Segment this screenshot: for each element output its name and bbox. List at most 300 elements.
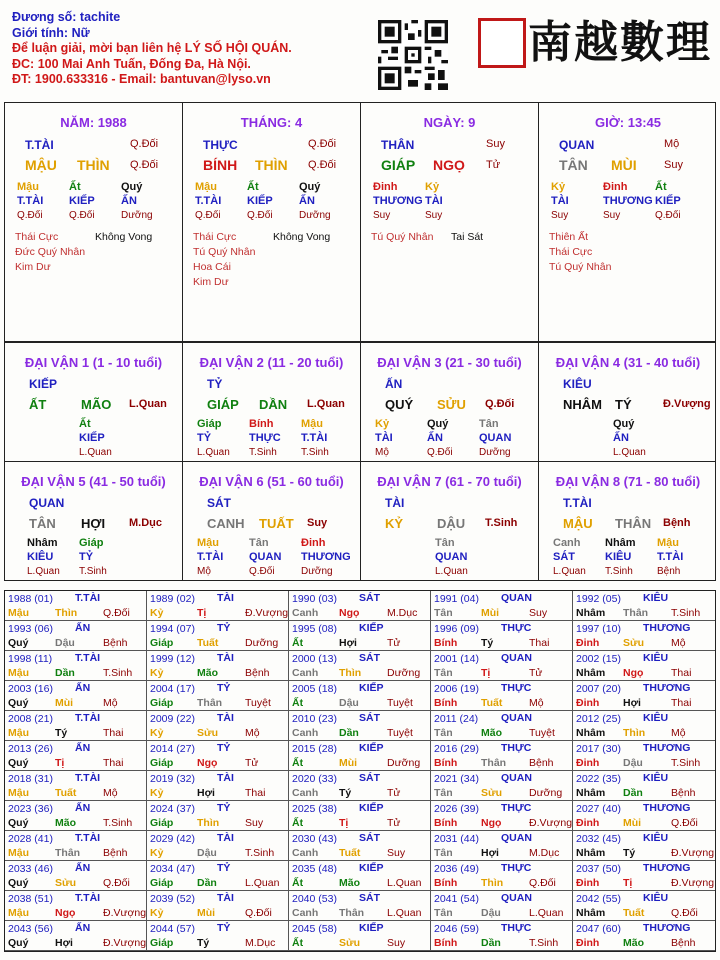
year-label: 1999 (12) <box>150 653 195 665</box>
hidden-state: Dưỡng <box>121 210 153 221</box>
dai-van-hidden-god: TỶ <box>79 551 94 563</box>
year-cell <box>573 921 715 951</box>
year-god: THỰC <box>501 742 532 754</box>
year-branch: Mão <box>55 817 76 829</box>
year-branch: Thân <box>339 907 365 919</box>
year-label: 2039 (52) <box>150 893 195 905</box>
year-label: 1989 (02) <box>150 593 195 605</box>
year-state: M.Dục <box>529 847 560 859</box>
hidden-state: Dưỡng <box>299 210 331 221</box>
year-stem: Đinh <box>576 637 600 649</box>
dai-van-state: Bệnh <box>663 517 691 529</box>
year-god: THƯƠNG <box>643 742 691 754</box>
pillar-branch-state: Q.Đối <box>130 159 159 171</box>
pillar-top-state: Q.Đối <box>308 138 337 150</box>
dai-van-title: ĐẠI VẬN 1 (1 - 10 tuổi) <box>24 355 163 370</box>
year-stem: Ất <box>292 697 304 709</box>
year-state: Mộ <box>529 697 544 709</box>
dai-van-hidden: Đinh <box>301 537 326 549</box>
year-god: ẤN <box>75 802 91 814</box>
dai-van-hidden-state: Q.Đối <box>249 566 275 577</box>
year-stem: Tân <box>434 607 453 619</box>
year-cell <box>289 681 431 711</box>
hidden-stem: Ất <box>69 181 81 193</box>
year-state: Đ.Vượng <box>671 847 715 859</box>
hidden-state: Q.Đối <box>17 210 43 221</box>
dai-van-hidden: Kỷ <box>375 418 390 430</box>
year-branch: Hợi <box>55 937 73 949</box>
dai-van-hidden: Mậu <box>197 537 219 549</box>
dai-van-god: TÀI <box>385 496 405 510</box>
year-label: 1988 (01) <box>8 593 53 605</box>
hidden-state: Suy <box>551 210 569 221</box>
dai-van-hidden-state: T.Sinh <box>605 566 633 577</box>
pillar-god: THÂN <box>381 138 415 152</box>
year-label: 2038 (51) <box>8 893 53 905</box>
year-row <box>5 651 715 681</box>
year-cell <box>147 741 289 771</box>
year-state: Thai <box>103 757 124 769</box>
year-cell <box>5 711 147 741</box>
year-stem: Giáp <box>150 757 174 769</box>
hidden-god: KIẾP <box>69 195 95 207</box>
year-cell <box>431 741 573 771</box>
year-label: 2004 (17) <box>150 683 195 695</box>
year-label: 1990 (03) <box>292 593 337 605</box>
year-stem: Giáp <box>150 877 174 889</box>
year-cell <box>289 861 431 891</box>
year-god: QUAN <box>501 652 532 664</box>
dai-van-hidden-state: Dưỡng <box>479 447 511 458</box>
year-branch: Mão <box>339 877 360 889</box>
year-stem: Nhâm <box>576 907 606 919</box>
year-cell <box>5 831 147 861</box>
dai-van-hidden: Tân <box>249 537 269 549</box>
year-god: KIẾP <box>359 922 384 934</box>
pillar-god: QUAN <box>559 138 595 152</box>
year-branch: Tuất <box>339 847 361 859</box>
year-stem: Tân <box>434 847 453 859</box>
pillar-top-state: Q.Đối <box>130 138 159 150</box>
year-cell <box>147 591 289 621</box>
year-branch: Tuất <box>55 787 77 799</box>
year-cell <box>147 891 289 921</box>
pillar-stem: TÂN <box>559 157 588 173</box>
year-god: SÁT <box>359 712 380 724</box>
year-state: L.Quan <box>387 877 422 889</box>
year-god: QUAN <box>501 892 532 904</box>
year-cell <box>147 861 289 891</box>
year-label: 2001 (14) <box>434 653 479 665</box>
year-stem: Đinh <box>576 817 600 829</box>
year-label: 2019 (32) <box>150 773 195 785</box>
dai-van-hidden: Tân <box>479 418 499 430</box>
year-cell <box>147 681 289 711</box>
dai-van-2 <box>183 343 361 461</box>
year-branch: Tuất <box>623 907 645 919</box>
year-state: Mộ <box>671 727 686 739</box>
year-label: 1997 (10) <box>576 623 621 635</box>
year-stem: Bính <box>434 637 458 649</box>
year-stem: Ất <box>292 817 304 829</box>
year-label: 2006 (19) <box>434 683 479 695</box>
hidden-god: T.TÀI <box>195 195 222 207</box>
pillar-branch: MÙI <box>611 157 637 173</box>
year-cell <box>289 771 431 801</box>
year-god: TỶ <box>217 862 231 874</box>
dai-van-branch: TÝ <box>615 397 632 412</box>
year-god: KIẾP <box>359 862 384 874</box>
year-cell <box>573 651 715 681</box>
year-stem: Đinh <box>576 757 600 769</box>
year-state: Đ.Vượng <box>671 877 715 889</box>
year-state: Mộ <box>103 697 118 709</box>
dai-van-hidden-god: KIẾP <box>79 432 105 444</box>
year-branch: Sửu <box>55 877 77 889</box>
year-state: Bệnh <box>671 937 696 949</box>
dai-van-stem: NHÂM <box>563 397 602 412</box>
year-label: 2046 (59) <box>434 923 479 935</box>
year-god: THƯƠNG <box>643 862 691 874</box>
dai-van-branch: DẬU <box>437 516 466 531</box>
star-label: Thái Cực <box>193 231 237 243</box>
year-state: Tuyệt <box>529 727 555 739</box>
year-state: Q.Đối <box>103 607 130 619</box>
year-stem: Quý <box>8 757 29 769</box>
year-god: ẤN <box>75 862 91 874</box>
dai-van-state: L.Quan <box>307 398 345 410</box>
year-branch: Tị <box>197 607 207 619</box>
hidden-stem: Kỷ <box>425 181 440 193</box>
hidden-state: Q.Đối <box>247 210 273 221</box>
pillar-top-state: Suy <box>486 138 505 150</box>
hidden-stem: Quý <box>299 181 321 193</box>
contact-line: Để luận giải, mời bạn liên hệ LÝ SỐ HỘI QUÁN. <box>12 41 292 55</box>
pillar-top-state: Mộ <box>664 138 680 150</box>
year-branch: Ngọ <box>55 907 76 919</box>
pillar-title: NĂM: 1988 <box>60 115 127 130</box>
year-branch: Dậu <box>481 907 501 919</box>
year-stem: Giáp <box>150 697 174 709</box>
pillar-2 <box>361 103 539 341</box>
dai-van-hidden-god: KIÊU <box>27 551 54 563</box>
year-god: TÀI <box>217 832 234 844</box>
dai-van-state: M.Dục <box>129 517 162 529</box>
year-stem: Kỷ <box>150 907 164 919</box>
pillar-branch: NGỌ <box>433 157 465 173</box>
dai-van-hidden-god: QUAN <box>249 551 282 563</box>
year-label: 2025 (38) <box>292 803 337 815</box>
year-stem: Nhâm <box>576 787 606 799</box>
year-god: ẤN <box>75 922 91 934</box>
year-cell <box>431 831 573 861</box>
year-god: THƯƠNG <box>643 802 691 814</box>
year-cell <box>573 801 715 831</box>
year-cell <box>147 651 289 681</box>
year-stem: Quý <box>8 877 29 889</box>
year-state: Tuyệt <box>245 697 271 709</box>
hidden-state: Suy <box>425 210 443 221</box>
star-label: Tú Quý Nhân <box>193 246 256 258</box>
dai-van-god: SÁT <box>207 496 231 510</box>
year-label: 1996 (09) <box>434 623 479 635</box>
year-branch: Ngọ <box>339 607 360 619</box>
hidden-stem: Mậu <box>17 181 39 193</box>
year-cell <box>5 861 147 891</box>
year-state: Tử <box>387 787 401 799</box>
year-branch: Tý <box>339 787 352 799</box>
year-stem: Ất <box>292 757 304 769</box>
year-label: 2021 (34) <box>434 773 479 785</box>
pillar-god: THỰC <box>203 138 238 152</box>
year-branch: Mùi <box>197 907 216 919</box>
year-cell <box>147 621 289 651</box>
dai-van-hidden: Tân <box>435 537 455 549</box>
year-label: 2032 (45) <box>576 833 621 845</box>
year-branch: Thân <box>197 697 223 709</box>
pillar-stem: MẬU <box>25 157 57 173</box>
year-state: Mộ <box>103 787 118 799</box>
address-line: ĐC: 100 Mai Anh Tuấn, Đống Đa, Hà Nội. <box>12 56 251 71</box>
year-label: 2000 (13) <box>292 653 337 665</box>
dai-van-branch: MÃO <box>81 397 112 412</box>
year-state: Q.Đối <box>245 907 272 919</box>
year-state: M.Dục <box>387 607 418 619</box>
hidden-state: Q.Đối <box>655 210 681 221</box>
year-stem: Mậu <box>8 607 29 619</box>
year-stem: Mậu <box>8 787 29 799</box>
hidden-god: ẤN <box>299 195 315 207</box>
year-stem: Nhâm <box>576 847 606 859</box>
year-stem: Nhâm <box>576 667 606 679</box>
dai-van-hidden-god: THỰC <box>249 432 281 444</box>
dai-van-hidden-state: L.Quan <box>553 566 586 577</box>
pillar-stem: BÍNH <box>203 157 238 173</box>
year-label: 2010 (23) <box>292 713 337 725</box>
hidden-god: TÀI <box>425 195 443 207</box>
year-state: Bệnh <box>103 847 128 859</box>
dai-van-title: ĐẠI VẬN 2 (11 - 20 tuổi) <box>199 355 344 370</box>
year-branch: Dậu <box>339 697 359 709</box>
year-branch: Tị <box>339 817 349 829</box>
year-branch: Mão <box>623 937 644 949</box>
year-branch: Tuất <box>197 637 219 649</box>
pillar-god: T.TÀI <box>25 138 54 152</box>
year-branch: Thìn <box>339 667 362 679</box>
pillar-3 <box>539 103 717 341</box>
dai-van-branch: SỬU <box>437 397 466 412</box>
year-row <box>5 741 715 771</box>
year-branch: Dậu <box>197 847 217 859</box>
year-stem: Kỷ <box>150 667 164 679</box>
pillar-stem: GIÁP <box>381 157 416 173</box>
year-cell <box>147 711 289 741</box>
year-god: THỰC <box>501 862 532 874</box>
year-label: 2029 (42) <box>150 833 195 845</box>
year-label: 2002 (15) <box>576 653 621 665</box>
dai-van-hidden-state: L.Quan <box>613 447 646 458</box>
year-state: T.Sinh <box>671 757 701 769</box>
year-god: TỶ <box>217 742 231 754</box>
year-stem: Kỷ <box>150 847 164 859</box>
year-state: Tuyệt <box>387 727 413 739</box>
dai-van-stem: TÂN <box>29 516 56 531</box>
year-row <box>5 831 715 861</box>
dai-van-hidden-god: ẤN <box>427 432 443 444</box>
year-god: THỰC <box>501 682 532 694</box>
year-branch: Dậu <box>623 757 643 769</box>
year-state: Bệnh <box>529 757 554 769</box>
dai-van-hidden-state: Mộ <box>375 447 389 458</box>
dai-van-hidden: Canh <box>553 537 581 549</box>
year-cell <box>5 801 147 831</box>
year-cell <box>573 741 715 771</box>
year-state: Thai <box>529 637 550 649</box>
year-cell <box>289 651 431 681</box>
star-label-2: Tai Sát <box>451 231 484 243</box>
year-label: 2027 (40) <box>576 803 621 815</box>
year-god: KIÊU <box>643 592 669 604</box>
year-stem: Đinh <box>576 877 600 889</box>
dai-van-hidden-state: T.Sinh <box>249 447 277 458</box>
year-branch: Tý <box>197 937 210 949</box>
year-cell <box>573 711 715 741</box>
dai-van-3 <box>361 343 539 461</box>
year-god: ẤN <box>75 682 91 694</box>
dai-van-hidden-god: SÁT <box>553 551 575 563</box>
star-label: Thái Cực <box>15 231 59 243</box>
year-stem: Ất <box>292 637 304 649</box>
year-god: THƯƠNG <box>643 682 691 694</box>
year-label: 2003 (16) <box>8 683 53 695</box>
year-god: TÀI <box>217 772 234 784</box>
year-state: Suy <box>387 847 406 859</box>
owner-line: Đương số: tachite <box>12 10 121 24</box>
dai-van-title: ĐẠI VẬN 4 (31 - 40 tuổi) <box>555 355 701 370</box>
year-row <box>5 861 715 891</box>
year-god: THỰC <box>501 922 532 934</box>
year-branch: Hợi <box>197 787 215 799</box>
dai-van-row-1 <box>4 342 716 462</box>
year-cell <box>147 831 289 861</box>
dai-van-god: QUAN <box>29 496 65 510</box>
year-state: L.Quan <box>529 907 564 919</box>
dai-van-state: L.Quan <box>129 398 167 410</box>
dai-van-hidden-god: T.TÀI <box>301 432 328 444</box>
year-god: TÀI <box>217 712 234 724</box>
hidden-god: T.TÀI <box>17 195 44 207</box>
dai-van-hidden-god: QUAN <box>435 551 468 563</box>
hidden-god: KIẾP <box>247 195 273 207</box>
year-stem: Mậu <box>8 667 29 679</box>
year-stem: Nhâm <box>576 727 606 739</box>
year-god: QUAN <box>501 772 532 784</box>
year-stem: Quý <box>8 817 29 829</box>
year-row <box>5 891 715 921</box>
year-stem: Canh <box>292 907 319 919</box>
dai-van-hidden-state: Mộ <box>197 566 211 577</box>
pillar-branch: THÌN <box>255 157 288 173</box>
year-god: T.TÀI <box>75 592 101 604</box>
year-branch: Dần <box>197 877 217 889</box>
year-state: Bệnh <box>245 667 270 679</box>
year-god: QUAN <box>501 832 532 844</box>
year-god: THỰC <box>501 622 532 634</box>
year-state: T.Sinh <box>529 937 559 949</box>
dai-van-hidden: Mậu <box>657 537 679 549</box>
year-cell <box>5 651 147 681</box>
year-branch: Thân <box>481 757 507 769</box>
year-cell <box>573 891 715 921</box>
hidden-stem: Kỷ <box>551 181 566 193</box>
pillar-1 <box>183 103 361 341</box>
year-state: Đ.Vượng <box>529 817 573 829</box>
hidden-god: THƯƠNG <box>603 195 653 207</box>
year-stem: Tân <box>434 667 453 679</box>
star-label: Hoa Cái <box>193 261 231 273</box>
year-state: Đ.Vượng <box>103 907 147 919</box>
year-god: T.TÀI <box>75 772 101 784</box>
year-state: T.Sinh <box>103 817 133 829</box>
dai-van-hidden-god: T.TÀI <box>197 551 224 563</box>
year-god: TỶ <box>217 682 231 694</box>
year-branch: Tị <box>481 667 491 679</box>
dai-van-hidden: Mậu <box>301 418 323 430</box>
year-stem: Ất <box>292 937 304 949</box>
year-branch: Dần <box>623 787 643 799</box>
year-god: T.TÀI <box>75 832 101 844</box>
pillar-branch-state: Tử <box>486 159 501 171</box>
year-label: 2044 (57) <box>150 923 195 935</box>
year-stem: Tân <box>434 907 453 919</box>
star-label: Thái Cực <box>549 246 593 258</box>
year-state: T.Sinh <box>103 667 133 679</box>
year-row <box>5 921 715 951</box>
year-label: 2011 (24) <box>434 713 479 725</box>
year-god: QUAN <box>501 712 532 724</box>
year-label: 2008 (21) <box>8 713 53 725</box>
year-branch: Thân <box>55 847 81 859</box>
year-label: 2007 (20) <box>576 683 621 695</box>
year-god: TÀI <box>217 592 234 604</box>
header-info <box>12 10 292 88</box>
year-cell <box>431 651 573 681</box>
hidden-state: Suy <box>373 210 391 221</box>
dai-van-7 <box>361 462 539 580</box>
year-stem: Ất <box>292 877 304 889</box>
year-stem: Canh <box>292 787 319 799</box>
year-cell <box>573 861 715 891</box>
year-god: KIÊU <box>643 832 669 844</box>
dai-van-stem: MẬU <box>563 516 593 531</box>
year-label: 2041 (54) <box>434 893 479 905</box>
year-god: SÁT <box>359 892 380 904</box>
year-branch: Tý <box>481 637 494 649</box>
year-row <box>5 801 715 831</box>
year-branch: Sửu <box>481 787 503 799</box>
year-god: KIẾP <box>359 802 384 814</box>
year-cell <box>431 591 573 621</box>
year-stem: Bính <box>434 697 458 709</box>
hidden-state: Q.Đối <box>69 210 95 221</box>
year-label: 2033 (46) <box>8 863 53 875</box>
year-god: T.TÀI <box>75 712 101 724</box>
year-branch: Hợi <box>623 697 641 709</box>
year-stem: Mậu <box>8 847 29 859</box>
year-cell <box>289 831 431 861</box>
year-row <box>5 711 715 741</box>
year-label: 1994 (07) <box>150 623 195 635</box>
